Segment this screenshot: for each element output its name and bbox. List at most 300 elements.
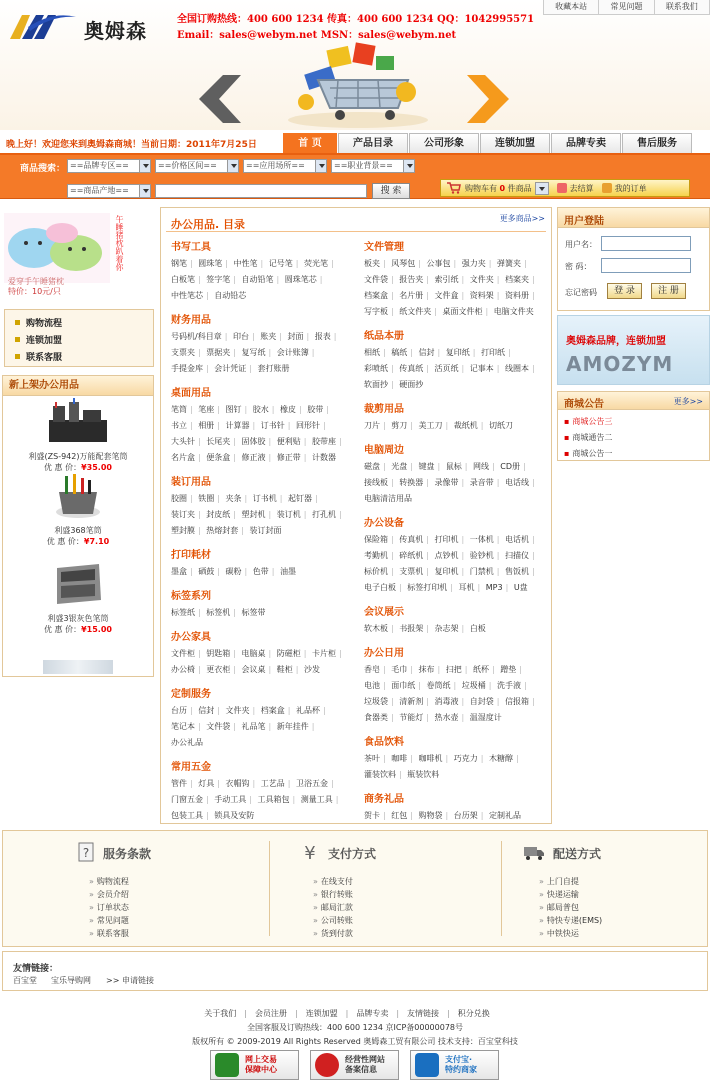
category-link[interactable]: 票据夹 | <box>206 348 239 357</box>
category-link[interactable]: 一体机 | <box>470 535 503 544</box>
alipay-merchant-badge[interactable] <box>410 1050 499 1080</box>
nav-tab-home[interactable]: 首 页 <box>283 133 337 153</box>
category-link[interactable]: MP3 | <box>486 583 512 592</box>
apply-link[interactable]: >> 申请链接 <box>106 976 154 985</box>
category-link[interactable]: 标签纸 | <box>171 608 204 617</box>
category-link[interactable]: 热熔封套 | <box>206 526 247 535</box>
category-link[interactable]: 温湿度计 <box>469 713 502 722</box>
category-link[interactable]: 碎纸机 | <box>399 551 432 560</box>
category-link[interactable]: 活页纸 | <box>435 364 468 373</box>
category-heading[interactable]: 常用五金 <box>171 762 211 773</box>
category-link[interactable]: 报表 | <box>315 332 340 341</box>
category-link[interactable]: 名片盒 | <box>171 453 204 462</box>
category-link[interactable]: 消毒液 | <box>435 697 468 706</box>
footer-link[interactable]: 会员注册 | <box>255 1009 306 1018</box>
nav-tab-brand[interactable]: 品牌专卖 <box>551 133 621 153</box>
category-link[interactable]: 弹簧夹 | <box>497 259 530 268</box>
category-link[interactable]: 图钉 | <box>226 405 251 414</box>
category-link[interactable]: 打印纸 | <box>481 348 514 357</box>
category-link[interactable]: 文件夹 | <box>470 275 503 284</box>
login-button[interactable]: 登 录 <box>607 283 642 299</box>
category-link[interactable]: 标签打印机 | <box>407 583 456 592</box>
category-link[interactable]: 电脑清洁用品 <box>364 494 412 503</box>
badge-line: 支付宝· <box>445 1055 473 1064</box>
category-link[interactable]: 电池 | <box>364 681 389 690</box>
service-link[interactable]: » 订单状态 <box>89 901 129 914</box>
category-link[interactable]: 装订夹 | <box>171 510 204 519</box>
category-link[interactable]: 回形针 | <box>296 421 329 430</box>
left-menu-item-support[interactable] <box>15 350 62 363</box>
category-link[interactable]: 信报箱 | <box>505 697 538 706</box>
category-link[interactable]: 报告夹 | <box>399 275 432 284</box>
category-link[interactable]: 标签带 <box>241 608 266 617</box>
register-button[interactable]: 注 册 <box>651 283 686 299</box>
price-select[interactable] <box>155 159 239 173</box>
category-link[interactable]: 会议桌 | <box>242 665 275 674</box>
left-menu-item-process[interactable] <box>15 316 62 329</box>
category-link[interactable]: 封面 | <box>287 332 312 341</box>
category-link[interactable]: 验钞机 | <box>470 551 503 560</box>
category-link[interactable]: 电脑桌 | <box>242 649 275 658</box>
category-link[interactable]: 订书机 | <box>253 494 286 503</box>
category-link[interactable]: 灯具 | <box>198 779 223 788</box>
category-link[interactable]: 办公椅 | <box>171 665 204 674</box>
notice-item[interactable]: ▪ 商城公告一 <box>564 446 709 462</box>
category-link[interactable]: 复写纸 | <box>242 348 275 357</box>
friend-link[interactable]: 百宝堂 <box>13 976 37 985</box>
category-link[interactable]: 大头针 | <box>171 437 204 446</box>
category-link[interactable]: 笔记本 | <box>171 722 204 731</box>
category-heading[interactable]: 桌面用品 <box>171 388 211 399</box>
category-link[interactable]: 打孔机 | <box>312 510 345 519</box>
category-link[interactable]: 胶带座 | <box>312 437 345 446</box>
category-link[interactable]: 电话机 | <box>505 535 538 544</box>
category-heading[interactable]: 办公家具 <box>171 632 211 643</box>
category-link[interactable]: 塑封膜 | <box>171 526 204 535</box>
category-link[interactable]: 键盘 | <box>419 462 444 471</box>
category-link[interactable]: 圆珠笔芯 | <box>285 275 326 284</box>
category-link[interactable]: 瓶装饮料 <box>407 770 440 779</box>
category-link[interactable]: 荧光笔 | <box>304 259 337 268</box>
category-link[interactable]: 笔座 | <box>198 405 223 414</box>
logo[interactable] <box>8 5 173 45</box>
category-link[interactable]: 纸杯 | <box>473 665 498 674</box>
category-link[interactable]: 资料架 | <box>470 291 503 300</box>
category-link[interactable]: 套打账册 <box>257 364 290 373</box>
category-group <box>364 733 548 783</box>
category-heading[interactable]: 定制服务 <box>171 689 211 700</box>
footer-link[interactable]: 积分兑换 <box>457 1009 490 1018</box>
category-heading[interactable]: 办公日用 <box>364 648 404 659</box>
category-link[interactable]: 新年挂件 | <box>277 722 318 731</box>
search-button[interactable]: 搜 索 <box>372 183 410 199</box>
category-link[interactable]: 礼品杯 | <box>296 706 329 715</box>
nav-tab-company[interactable]: 公司形象 <box>409 133 479 153</box>
category-link[interactable]: 书立 | <box>171 421 196 430</box>
category-link[interactable]: 软面抄 | <box>364 380 397 389</box>
pig-pillow-image <box>4 213 110 283</box>
category-link[interactable]: 扫描仪 | <box>505 551 538 560</box>
category-link[interactable]: 电子白板 | <box>364 583 405 592</box>
category-link[interactable]: 胶水 | <box>253 405 278 414</box>
category-link[interactable]: 文件袋 | <box>364 275 397 284</box>
police-emblem-icon <box>315 1053 339 1077</box>
category-heading[interactable]: 财务用品 <box>171 315 211 326</box>
category-link[interactable]: 账夹 | <box>260 332 285 341</box>
category-items <box>364 621 548 637</box>
category-link[interactable]: 点钞机 | <box>435 551 468 560</box>
category-link[interactable]: 台历 | <box>171 706 196 715</box>
category-link[interactable]: 灌装饮料 | <box>364 770 405 779</box>
category-group <box>171 546 355 580</box>
service-link[interactable]: » 邮局普包 <box>539 901 602 914</box>
category-link[interactable]: 定制礼品 <box>489 811 521 820</box>
product-card[interactable] <box>3 560 153 635</box>
service-link[interactable]: » 购物流程 <box>89 875 129 888</box>
category-link[interactable]: 红包 | <box>391 811 416 820</box>
category-link[interactable]: 夹条 | <box>226 494 251 503</box>
category-heading[interactable]: 办公设备 <box>364 518 404 529</box>
category-link[interactable]: 碳粉 | <box>226 567 251 576</box>
franchise-banner[interactable] <box>557 315 710 385</box>
category-link[interactable]: 起钉器 | <box>288 494 321 503</box>
category-link[interactable]: 信封 | <box>198 706 223 715</box>
category-link[interactable]: 长尾夹 | <box>206 437 239 446</box>
forgot-password-link[interactable]: 忘记密码 <box>565 288 597 297</box>
category-link[interactable]: 电脑文件夹 <box>493 307 534 316</box>
category-link[interactable]: 钥匙箱 | <box>206 649 239 658</box>
service-link[interactable]: » 会员介绍 <box>89 888 129 901</box>
category-link[interactable]: 档案盒 | <box>261 706 294 715</box>
category-link[interactable]: 茶叶 | <box>364 754 389 763</box>
category-heading[interactable]: 文件管理 <box>364 242 404 253</box>
category-link[interactable]: 文件盒 | <box>435 291 468 300</box>
category-link[interactable]: 签字笔 | <box>206 275 239 284</box>
category-link[interactable]: 防磁柜 | <box>277 649 310 658</box>
category-link[interactable]: 扫把 | <box>446 665 471 674</box>
category-link[interactable]: 工具箱包 | <box>258 795 299 804</box>
category-link[interactable]: 印台 | <box>233 332 258 341</box>
category-link[interactable]: 记事本 | <box>470 364 503 373</box>
arrow-right-icon[interactable] <box>465 73 515 125</box>
category-link[interactable]: 传真纸 | <box>399 364 432 373</box>
category-link[interactable]: 封皮纸 | <box>206 510 239 519</box>
category-link[interactable]: 相纸 | <box>364 348 389 357</box>
category-link[interactable]: 信封 | <box>419 348 444 357</box>
footer-link[interactable]: 友情链接 | <box>407 1009 458 1018</box>
category-link[interactable]: 软木板 | <box>364 624 397 633</box>
footer-hotline: 全国客服及订购热线：400 600 1234 京ICP备00000078号 <box>246 1023 463 1032</box>
category-items <box>171 703 355 751</box>
category-link[interactable]: 接线板 | <box>364 478 397 487</box>
category-items <box>171 491 355 539</box>
category-link[interactable]: 支票机 | <box>399 567 432 576</box>
category-link[interactable]: 售饭机 | <box>505 567 538 576</box>
category-link[interactable]: 保险箱 | <box>364 535 397 544</box>
footer-link[interactable]: 关于我们 | <box>204 1009 255 1018</box>
category-heading[interactable]: 裁剪用品 <box>364 404 404 415</box>
category-link[interactable]: 文件夹 | <box>226 706 259 715</box>
category-link[interactable]: 自封袋 | <box>470 697 503 706</box>
origin-select[interactable] <box>67 184 151 198</box>
category-link[interactable]: 贺卡 | <box>364 811 389 820</box>
category-link[interactable]: 订书针 | <box>261 421 294 430</box>
nav-tab-catalog[interactable]: 产品目录 <box>338 133 408 153</box>
service-link[interactable]: » 中铁快运 <box>539 927 602 940</box>
category-link[interactable]: 鞋柜 | <box>277 665 302 674</box>
website-record-badge[interactable] <box>310 1050 399 1080</box>
footer-link[interactable]: 连锁加盟 | <box>306 1009 357 1018</box>
category-link[interactable]: 线圈本 | <box>505 364 538 373</box>
trade-guarantee-badge[interactable] <box>210 1050 299 1080</box>
category-link[interactable]: 稿纸 | <box>391 348 416 357</box>
category-heading[interactable]: 商务礼品 <box>364 794 404 805</box>
arrow-left-icon[interactable] <box>193 73 243 125</box>
category-link[interactable]: 鼠标 | <box>446 462 471 471</box>
category-link[interactable]: 装订封面 <box>249 526 282 535</box>
category-link[interactable]: 节能灯 | <box>399 713 432 722</box>
category-link[interactable]: 公事包 | <box>427 259 460 268</box>
category-link[interactable]: 桌面文件柜 | <box>443 307 492 316</box>
category-link[interactable]: 卡片柜 | <box>312 649 345 658</box>
nav-tab-service[interactable]: 售后服务 <box>622 133 692 153</box>
category-link[interactable]: 修正液 | <box>242 453 275 462</box>
more-products-link[interactable]: 更多商品>> <box>499 214 545 223</box>
category-heading[interactable]: 会议展示 <box>364 607 404 618</box>
category-link[interactable]: 巧克力 | <box>454 754 487 763</box>
notice-item[interactable]: ▪ 商城公告三 <box>564 414 709 430</box>
category-link[interactable]: 测量工具 | <box>301 795 342 804</box>
category-link[interactable]: 会计凭证 | <box>214 364 255 373</box>
category-link[interactable]: 复印纸 | <box>446 348 479 357</box>
category-link[interactable]: 书报架 | <box>399 624 432 633</box>
category-link[interactable]: 裁纸机 | <box>454 421 487 430</box>
category-link[interactable]: 标签机 | <box>206 608 239 617</box>
service-link[interactable]: » 常见问题 <box>89 914 129 927</box>
category-link[interactable]: 橡皮 | <box>280 405 305 414</box>
category-link[interactable]: 自动铅芯 <box>214 291 247 300</box>
friend-link[interactable]: 宝乐导购网 <box>51 976 91 985</box>
category-heading[interactable]: 标签系列 <box>171 591 211 602</box>
category-link[interactable]: 耳机 | <box>459 583 484 592</box>
left-menu-item-franchise[interactable] <box>15 333 62 346</box>
category-link[interactable]: 清新剂 | <box>399 697 432 706</box>
faq-link[interactable]: 常见问题 <box>598 0 653 14</box>
category-link[interactable]: 硬面抄 <box>399 380 424 389</box>
category-link[interactable]: 垃圾袋 | <box>364 697 397 706</box>
nav-tab-franchise[interactable]: 连锁加盟 <box>480 133 550 153</box>
category-link[interactable]: 相册 | <box>198 421 223 430</box>
category-link[interactable]: 礼品笔 | <box>242 722 275 731</box>
category-link[interactable]: 文件袋 | <box>206 722 239 731</box>
category-link[interactable]: 香皂 | <box>364 665 389 674</box>
category-link[interactable]: 手动工具 | <box>214 795 255 804</box>
category-link[interactable]: 胶圈 | <box>171 494 196 503</box>
category-link[interactable]: 计数器 <box>312 453 336 462</box>
category-link[interactable]: 钢笔 | <box>171 259 196 268</box>
category-link[interactable]: 切纸刀 <box>489 421 513 430</box>
category-link[interactable]: 卷筒纸 | <box>427 681 460 690</box>
category-link[interactable]: 管件 | <box>171 779 196 788</box>
category-link[interactable]: 中性笔 | <box>234 259 267 268</box>
category-link[interactable]: 办公礼品 <box>171 738 203 747</box>
category-link[interactable]: 便条盒 | <box>206 453 239 462</box>
category-link[interactable]: 复印机 | <box>435 567 468 576</box>
category-link[interactable]: 名片册 | <box>399 291 432 300</box>
category-link[interactable]: 洗手液 | <box>497 681 530 690</box>
product-card[interactable] <box>3 398 153 473</box>
category-link[interactable]: 风琴包 | <box>391 259 424 268</box>
category-heading[interactable]: 书写工具 <box>171 242 211 253</box>
category-link[interactable]: 墨盒 | <box>171 567 196 576</box>
category-link[interactable]: 更衣柜 | <box>206 665 239 674</box>
product-card[interactable] <box>3 472 153 547</box>
service-link[interactable]: » 公司转账 <box>313 914 353 927</box>
product-image <box>43 398 113 446</box>
notice-more-link[interactable]: 更多>> <box>673 397 703 406</box>
category-link[interactable]: 号码机/科目章 | <box>171 332 230 341</box>
category-link[interactable]: 打印机 | <box>435 535 468 544</box>
category-link[interactable]: 购物袋 | <box>419 811 452 820</box>
brand-select[interactable] <box>67 159 151 173</box>
service-link[interactable]: » 在线支付 <box>313 875 353 888</box>
category-link[interactable]: 笔筒 | <box>171 405 196 414</box>
category-link[interactable]: 包装工具 | <box>171 811 212 820</box>
category-link[interactable]: 修正带 | <box>277 453 310 462</box>
category-link[interactable]: 光盘 | <box>391 462 416 471</box>
notice-panel <box>557 391 710 461</box>
category-link[interactable]: 记号笔 | <box>269 259 302 268</box>
category-link[interactable]: 热水壶 | <box>435 713 468 722</box>
category-link[interactable]: 文件柜 | <box>171 649 204 658</box>
category-link[interactable]: CD册 | <box>500 462 528 471</box>
category-link[interactable]: 工艺品 | <box>261 779 294 788</box>
category-link[interactable]: 锁具及安防 <box>214 811 255 820</box>
password-input[interactable] <box>601 258 691 273</box>
category-link[interactable]: 电话线 | <box>505 478 538 487</box>
category-link[interactable]: 考勤机 | <box>364 551 397 560</box>
category-link[interactable]: 圆珠笔 | <box>198 259 231 268</box>
category-link[interactable]: 纸文件夹 | <box>399 307 440 316</box>
category-link[interactable]: 垃圾桶 | <box>462 681 495 690</box>
category-link[interactable]: 面巾纸 | <box>391 681 424 690</box>
category-heading[interactable]: 打印耗材 <box>171 550 211 561</box>
bookmark-link[interactable]: 收藏本站 <box>555 2 588 11</box>
category-link[interactable]: 磁盘 | <box>364 462 389 471</box>
category-link[interactable]: 档案夹 | <box>505 275 538 284</box>
category-link[interactable]: 卫浴五金 | <box>296 779 337 788</box>
category-link[interactable]: 网线 | <box>473 462 498 471</box>
place-select[interactable] <box>243 159 327 173</box>
category-link[interactable]: 标价机 | <box>364 567 397 576</box>
my-orders-button[interactable] <box>602 183 647 194</box>
cart-dropdown[interactable] <box>535 182 549 195</box>
category-link[interactable]: 板夹 | <box>364 259 389 268</box>
service-link[interactable]: » 货到付款 <box>313 927 353 940</box>
username-input[interactable] <box>601 236 691 251</box>
category-link[interactable]: 食器类 | <box>364 713 397 722</box>
category-link[interactable]: 台历架 | <box>454 811 487 820</box>
search-input[interactable] <box>155 184 367 198</box>
category-link[interactable]: 刀片 | <box>364 421 389 430</box>
category-link[interactable]: 沙发 <box>304 665 320 674</box>
category-link[interactable]: 资料册 | <box>505 291 538 300</box>
category-heading[interactable]: 装订用品 <box>171 477 211 488</box>
category-link[interactable]: 木糖醇 | <box>489 754 522 763</box>
category-link[interactable]: 衣帽钩 | <box>226 779 259 788</box>
category-link[interactable]: 毛巾 | <box>391 665 416 674</box>
category-link[interactable]: 白板 <box>469 624 486 633</box>
notice-item[interactable]: ▪ 商城通告二 <box>564 430 709 446</box>
footer-link[interactable]: 品牌专卖 | <box>356 1009 407 1018</box>
category-link[interactable]: 写字板 | <box>364 307 397 316</box>
service-link[interactable]: » 银行转账 <box>313 888 353 901</box>
service-list <box>539 875 602 940</box>
checkout-button[interactable] <box>557 183 594 194</box>
category-link[interactable]: 转换器 | <box>399 478 432 487</box>
category-link[interactable]: 手提金库 | <box>171 364 212 373</box>
category-link[interactable]: 油墨 <box>280 567 296 576</box>
promo-ad[interactable] <box>0 209 154 301</box>
category-link[interactable]: 传真机 | <box>399 535 432 544</box>
category-link[interactable]: 自动铅笔 | <box>242 275 283 284</box>
category-link[interactable]: 会计账簿 | <box>277 348 318 357</box>
category-link[interactable]: 胶带 | <box>307 405 332 414</box>
category-heading[interactable]: 食品饮料 <box>364 737 404 748</box>
category-link[interactable]: 中性笔芯 | <box>171 291 212 300</box>
category-link[interactable]: 便利贴 | <box>277 437 310 446</box>
category-heading[interactable]: 电脑周边 <box>364 445 404 456</box>
service-link[interactable]: » 快递运输 <box>539 888 602 901</box>
service-link[interactable]: » 上门自提 <box>539 875 602 888</box>
category-link[interactable]: 彩喷纸 | <box>364 364 397 373</box>
category-link[interactable]: 色带 | <box>253 567 278 576</box>
category-link[interactable]: 档案盒 | <box>364 291 397 300</box>
category-link[interactable]: 强力夹 | <box>462 259 495 268</box>
service-link[interactable]: » 邮局汇款 <box>313 901 353 914</box>
category-link[interactable]: 咖啡机 | <box>419 754 452 763</box>
category-link[interactable]: 剪刀 | <box>391 421 416 430</box>
category-link[interactable]: 固体胶 | <box>242 437 275 446</box>
category-link[interactable]: 门禁机 | <box>470 567 503 576</box>
category-link[interactable]: 铁圈 | <box>198 494 223 503</box>
service-column-delivery <box>475 831 708 946</box>
category-link[interactable]: 录音带 | <box>470 478 503 487</box>
category-link[interactable]: 硒鼓 | <box>198 567 223 576</box>
promo-price: 特价：10元/只 <box>8 287 61 296</box>
category-link[interactable]: 蹭垫 | <box>500 665 525 674</box>
service-link[interactable]: » 特快专递(EMS) <box>539 914 602 927</box>
category-link[interactable]: 支票夹 | <box>171 348 204 357</box>
service-title: 配送方式 <box>553 847 602 861</box>
service-link[interactable]: » 联系客服 <box>89 927 129 940</box>
category-link[interactable]: 装订机 | <box>277 510 310 519</box>
career-select[interactable] <box>331 159 415 173</box>
category-link[interactable]: U盘 <box>513 583 528 592</box>
category-link[interactable]: 计算器 | <box>226 421 259 430</box>
category-heading[interactable]: 纸品本册 <box>364 331 404 342</box>
category-link[interactable]: 抹布 | <box>419 665 444 674</box>
category-link[interactable]: 白板笔 | <box>171 275 204 284</box>
category-link[interactable]: 杂志架 | <box>435 624 468 633</box>
category-link[interactable]: 塑封机 | <box>242 510 275 519</box>
category-link[interactable]: 录像带 | <box>435 478 468 487</box>
category-link[interactable]: 索引纸 | <box>435 275 468 284</box>
category-link[interactable]: 门窗五金 | <box>171 795 212 804</box>
category-link[interactable]: 咖啡 | <box>391 754 416 763</box>
category-link[interactable]: 美工刀 | <box>419 421 452 430</box>
contact-link[interactable]: 联系我们 <box>654 0 709 14</box>
